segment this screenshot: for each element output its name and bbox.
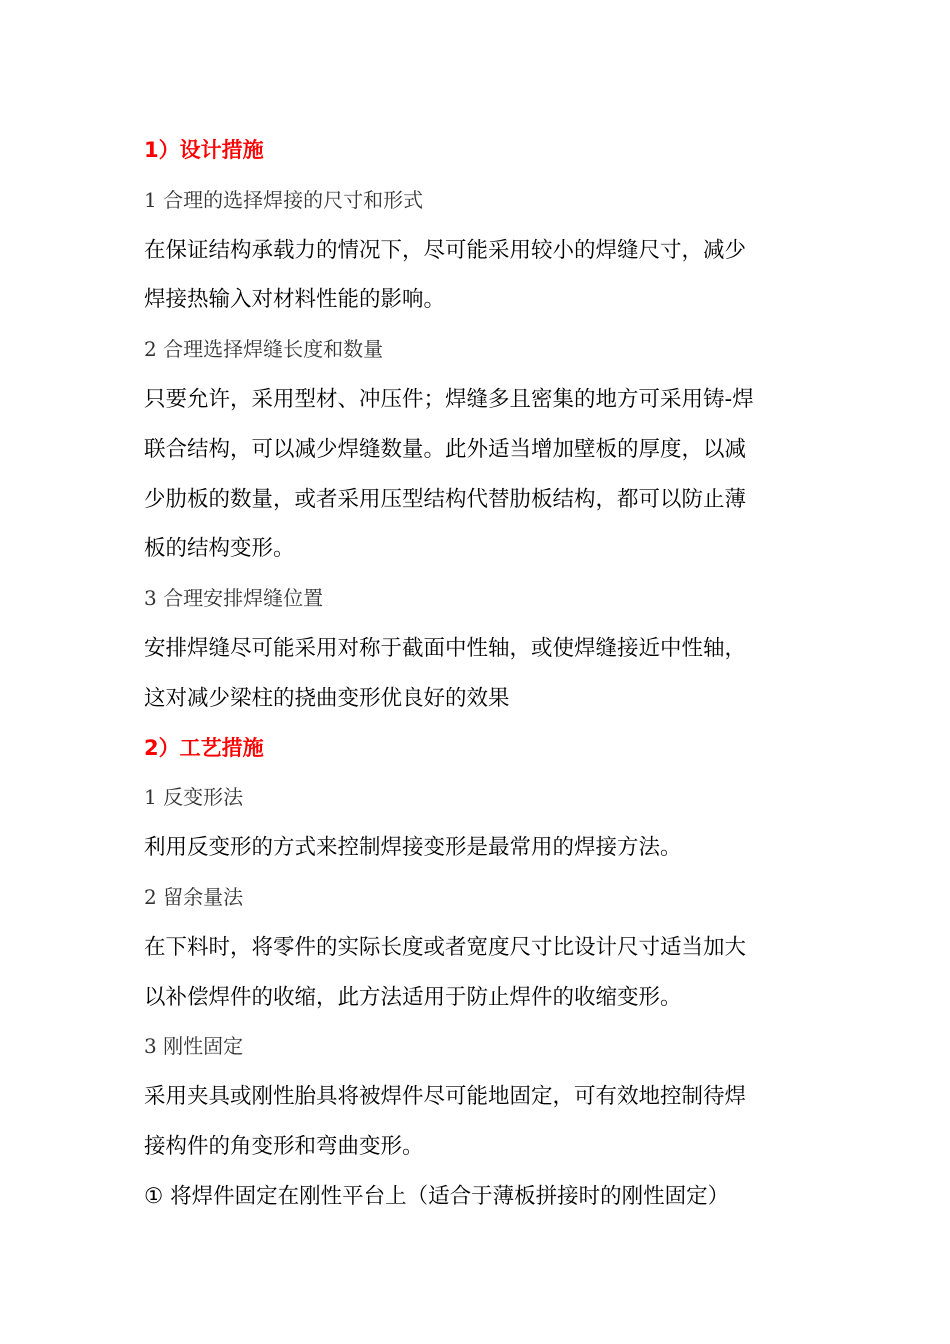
paragraph-line: 接构件的角变形和弯曲变形。 — [144, 1133, 424, 1159]
subheading-weld-position: 3 合理安排焊缝位置 — [144, 586, 324, 611]
paragraph-line: 利用反变形的方式来控制焊接变形是最常用的焊接方法。 — [144, 835, 682, 861]
paragraph-line: 安排焊缝尽可能采用对称于截面中性轴，或使焊缝接近中性轴， — [144, 635, 747, 661]
paragraph-line: 在保证结构承载力的情况下，尽可能采用较小的焊缝尺寸，减少 — [144, 237, 747, 263]
subheading-weld-length: 2 合理选择焊缝长度和数量 — [144, 337, 384, 362]
paragraph-line: 这对减少梁柱的挠曲变形优良好的效果 — [144, 685, 510, 711]
paragraph-line: 只要允许，采用型材、冲压件；焊缝多且密集的地方可采用铸-焊 — [144, 386, 754, 412]
paragraph-line: 以补偿焊件的收缩，此方法适用于防止焊件的收缩变形。 — [144, 984, 682, 1010]
paragraph-line: 少肋板的数量，或者采用压型结构代替肋板结构，都可以防止薄 — [144, 486, 747, 512]
subheading-rigid-fixing: 3 刚性固定 — [144, 1034, 244, 1059]
paragraph-line: 焊接热输入对材料性能的影响。 — [144, 287, 446, 313]
paragraph-line: 采用夹具或刚性胎具将被焊件尽可能地固定，可有效地控制待焊 — [144, 1084, 747, 1110]
subheading-allowance: 2 留余量法 — [144, 884, 244, 909]
list-item: ① 将焊件固定在刚性平台上（适合于薄板拼接时的刚性固定） — [144, 1183, 730, 1209]
paragraph-line: 联合结构，可以减少焊缝数量。此外适当增加壁板的厚度，以减 — [144, 436, 747, 462]
document-content — [144, 126, 814, 1222]
subheading-reverse-deformation: 1 反变形法 — [144, 785, 244, 810]
paragraph-line: 在下料时，将零件的实际长度或者宽度尺寸比设计尺寸适当加大 — [144, 934, 747, 960]
paragraph-line: 板的结构变形。 — [144, 536, 295, 562]
section-heading-process: 2）工艺措施 — [144, 735, 264, 760]
subheading-weld-size: 1 合理的选择焊接的尺寸和形式 — [144, 187, 424, 212]
section-heading-design: 1）设计措施 — [144, 138, 264, 162]
